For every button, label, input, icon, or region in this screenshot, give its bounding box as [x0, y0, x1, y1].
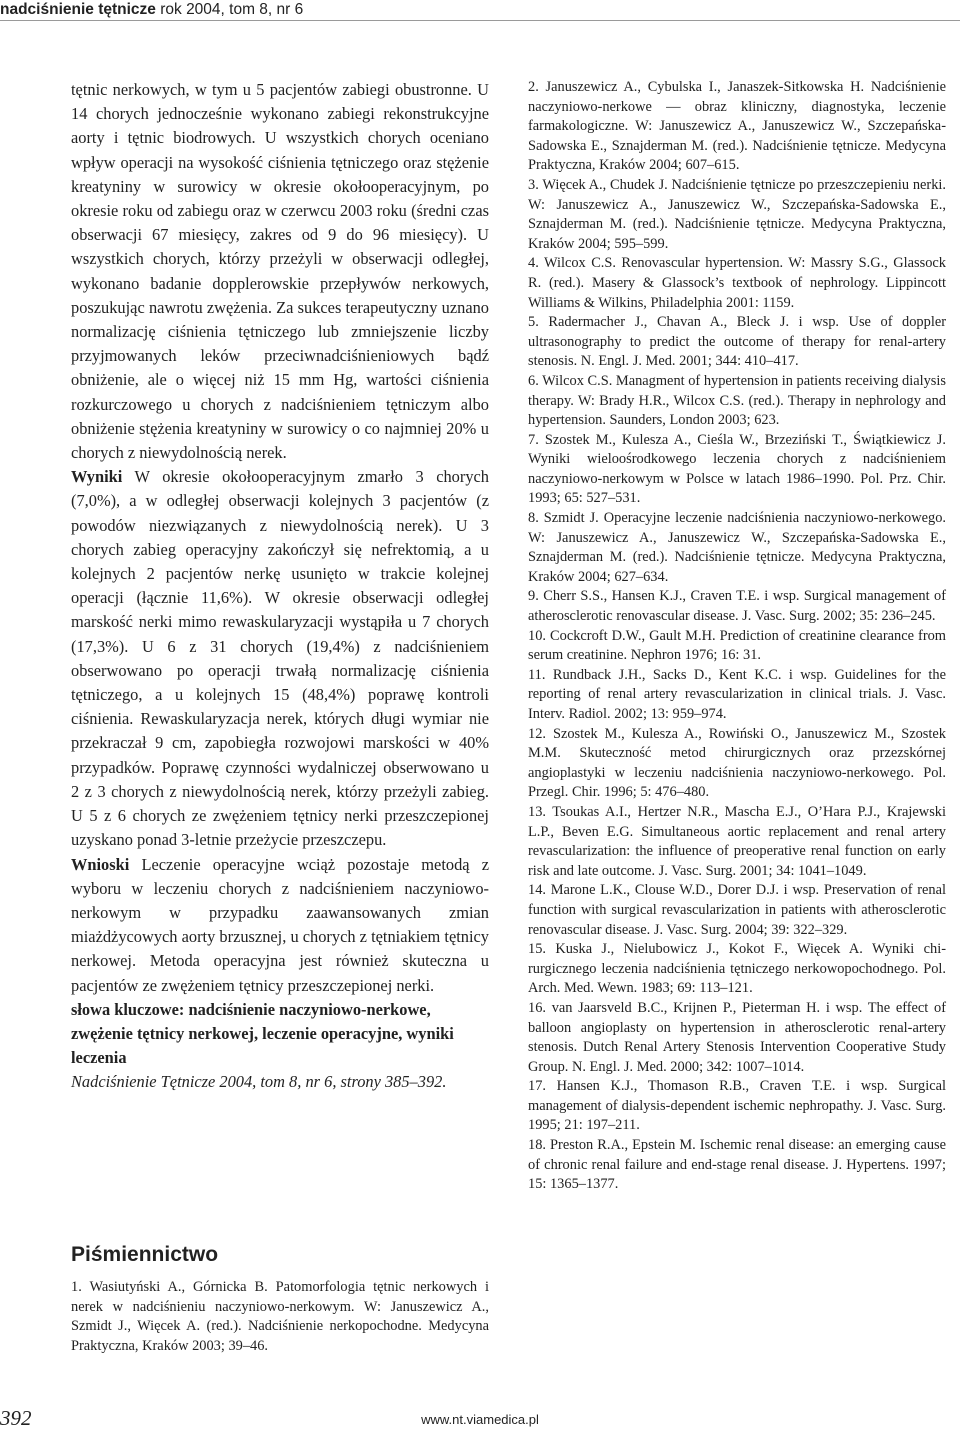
reference-item: 9. Cherr S.S., Hansen K.J., Craven T.E. i wsp. Surgical management of atherosclerotic renovascular disease. J. Vasc. Surg. 2002; 35: 236–245.	[528, 588, 946, 625]
journal-name: nadciśnienie tętnicze	[0, 1, 156, 18]
page-number: 392	[0, 1406, 32, 1430]
reference-item: 15. Kuska J., Nielubowicz J., Kokot F., Więcek A. Wyniki chirurgicznego leczenia nadciśnienia tętniczego nerkowopochodnego. Pol. Arch. Med. Wewn. 1983; 69: 113–121.	[528, 941, 946, 997]
journal-header	[0, 0, 303, 19]
reference-item: 14. Marone L.K., Clouse W.D., Dorer D.J. i wsp. Preservation of renal function with surgical revascularization in patients with atherosclerotic renovascular disease. J. Vasc. Surg. 2004; 39: 322–329.	[528, 882, 946, 938]
abstract-column	[71, 78, 489, 1095]
abstract-results-paragraph	[71, 465, 489, 852]
reference-item: 2. Januszewicz A., Cybulska I., Janaszek-Sitkowska H. Nadciśnienie naczyniowo-nerkowe — obraz kliniczny, diagnostyka, leczenie farmakologiczne. W: Januszewicz A., Januszewicz W., Szczepańska-Sadowska E., Sznajderman M. (red.). Nadciśnienie tętnicze. Medycyna Praktyczna, Kraków 2004; 607–615.	[528, 79, 946, 174]
reference-item: 16. van Jaarsveld B.C., Krijnen P., Pieterman H. i wsp. The effect of balloon angioplasty on hypertension in atherosclerotic renal-artery stenosis. Dutch Renal Artery Stenosis Intervention Cooperative Study Group. N. Engl. J. Med. 2000; 342: 1007–1014.	[528, 999, 946, 1075]
journal-issue: rok 2004, tom 8, nr 6	[155, 1, 304, 18]
conclusions-text: Leczenie operacyjne wciąż pozostaje metodą z wyboru w leczeniu chorych z nadciśnieniem naczyniowo-nerkowym w przypadku zaawansowanych zmian miażdżycowych aorty brzusznej, u chorych z tętniakiem tętnicy nerkowej. Metoda operacyjna jest również skuteczna u pacjentów ze zwężeniem tętnicy przeszczepionej nerki.	[71, 854, 489, 995]
reference-item: 10. Cockcroft D.W., Gault M.H. Prediction of creatinine clearance from serum creatinine. Nephron 1976; 16: 31.	[528, 627, 946, 664]
reference-item: 7. Szostek M., Kulesza A., Cieśla W., Brzeziński T., Świątkiewicz J. Wyniki wieloośrodkowego leczenia chorych z nadciśnieniem naczyniowo-nerkowym w Polsce w latach 1986–1990. Pol. Prz. Chir. 1993; 65: 527–531.	[528, 431, 946, 507]
references-right-column	[528, 78, 946, 1195]
reference-item: 3. Więcek A., Chudek J. Nadciśnienie tętnicze po przeszczepieniu nerki. W: Januszewicz A., Januszewicz W., Szczepańska-Sadowska E., Sznajderman M. (red.). Nadciśnienie tętnicze. Medycyna Praktyczna, Kraków 2004; 595–599.	[528, 176, 946, 252]
reference-item: 18. Preston R.A., Epstein M. Ischemic renal disease: an emerging cause of chronic renal failure and end-stage renal disease. J. Hypertens. 1997; 15: 1365–1377.	[528, 1137, 946, 1193]
citation: Nadciśnienie Tętnicze 2004, tom 8, nr 6, strony 385–392.	[71, 1072, 447, 1092]
references-left-column	[71, 1278, 489, 1356]
reference-item: 5. Radermacher J., Chavan A., Bleck J. i wsp. Use of doppler ultrasonography to predict the outcome of therapy for renal-artery stenosis. N. Engl. J. Med. 2001; 344: 410–417.	[528, 314, 946, 370]
abstract-methods-paragraph: tętnic nerkowych, w tym u 5 pacjentów zabiegi obustronne. U 14 chorych jednocześnie wykonano zabiegi rekonstrukcyjne aorty i tętnic biodrowych. U wszystkich chorych oceniano wpływ operacji na wysokość ciśnienia tętniczego oraz stężenie kreatyniny w surowicy w okresie okołooperacyjnym, po okresie roku od zabiegu oraz w czerwcu 2003 roku (średni czas obserwacji 67 miesięcy, zakres od 9 do 96 miesięcy). U wszystkich chorych, którzy przeżyli w obserwacji odległej, wykonano badanie dopplerowskie przepływów nerkowych, poszukując nawrotu zwężenia. Za sukces terapeutyczny uznano normalizację ciśnienia tętniczego lub zmniejszenie liczby przyjmowanych leków przeciwnadciśnieniowych bądź obniżenie, ale o więcej niż 15 mm Hg, wartości ciśnienia rozkurczowego u chorych z nadciśnieniem tętniczym albo obniżenie stężenia kreatyniny w surowicy o co najmniej 20% u chorych z niewydolnością nerek.	[71, 80, 489, 463]
reference-item: 12. Szostek M., Kulesza A., Rowiński O., Januszewicz M., Szostek M.M. Skuteczność metod chirurgicznych oraz przezskórnej angioplastyki w leczeniu nadciśnienia naczyniowo-nerkowego. Pol. Przegl. Chir. 1996; 5: 476–480.	[528, 725, 946, 801]
running-header	[0, 0, 960, 21]
reference-item: 6. Wilcox C.S. Managment of hypertension in patients receiving dialysis therapy. W: Brady H.R., Wilcox C.S. (red.). Therapy in nephrology and hypertension. Saunders, London 2003; 623.	[528, 372, 947, 429]
keywords: słowa kluczowe: nadciśnienie naczyniowo-nerkowe, zwężenie tętnicy nerkowej, leczenie operacyjne, wyniki leczenia	[71, 999, 454, 1068]
reference-item: 4. Wilcox C.S. Renovascular hypertension. W: Massry S.G., Glassock R. (red.). Masery & Glassock’s textbook of nephrology. Lippincott Williams & Wilkins, Philadelphia 2001: 1159.	[528, 255, 946, 311]
reference-item: 8. Szmidt J. Operacyjne leczenie nadciśnienia naczyniowo-nerkowego. W: Januszewicz A., Januszewicz W., Szczepańska-Sadowska E., Sznajderman M. (red.). Nadciśnienie tętnicze. Medycyna Praktyczna, Kraków 2004; 627–634.	[528, 510, 946, 585]
conclusions-label: Wnioski	[71, 854, 130, 874]
results-text: W okresie okołooperacyjnym zmarło 3 chorych (7,0%), a w odległej obserwacji kolejnych 3 pacjentów (z powodów niezwiązanych z niewydolnością nerek). U 3 chorych zabieg operacyjny zakończył się nefrektomią, a u kolejnych 2 pacjentów nerkę usunięto w trakcie kolejnej operacji (łącznie 11,6%). W okresie obserwacji odległej marskość nerki mimo rewaskularyzacji wystąpiła u 7 chorych (17,3%). U 6 z 31 chorych (19,4%) z nadciśnieniem obserwowano po operacji trwałą normalizację ciśnienia tętniczego, a u kolejnych 15 (48,4%) poprawę kontroli ciśnienia. Rewaskularyzacja nerek, których długi wymiar nie przekraczał 9 cm, zapobiegła rozwojowi marskości w 40% przypadków. Poprawę czynności wydalniczej obserwowano u 2 z 3 chorych z niewydolnością nerek, którzy przeżyli zabieg. U 5 z 6 chorych ze zwężeniem tętnicy nerki przeszczepionej uzyskano ponad 3-letnie przeżycie przeszczepu.	[71, 467, 489, 850]
reference-item: 13. Tsoukas A.I., Hertzer N.R., Mascha E.J., O’Hara P.J., Krajewski L.P., Beven E.G. Simultaneous aortic replacement and renal artery revascularization: the influence of preoperative renal function on early risk and late outcome. J. Vasc. Surg. 2001; 34: 1041–1049.	[528, 803, 946, 879]
abstract-conclusions-paragraph	[71, 853, 489, 998]
reference-item: 1. Wasiutyński A., Górnicka B. Patomorfologia tętnic nerkowych i nerek w nadciśnieniu naczyniowo-nerkowym. W: Januszewicz A., Szmidt J., Więcek A. (red.). Nadciśnienie nerkopochodne. Medycyna Praktyczna, Kraków 2003; 39–46.	[71, 1279, 489, 1354]
references-title: Piśmiennictwo	[71, 1243, 219, 1266]
results-label: Wyniki	[71, 467, 123, 487]
reference-item: 17. Hansen K.J., Thomason R.B., Craven T.E. i wsp. Surgical management of dialysis-dependent ischemic nephropathy. J. Vasc. Surg. 1995; 21: 197–211.	[528, 1078, 946, 1134]
reference-item: 11. Rundback J.H., Sacks D., Kent K.C. i wsp. Guidelines for the reporting of renal artery revascularization in clinical trials. J. Vasc. Interv. Radiol. 2002; 13: 959–974.	[528, 666, 946, 722]
footer-url[interactable]: www.nt.viamedica.pl	[421, 1412, 539, 1427]
